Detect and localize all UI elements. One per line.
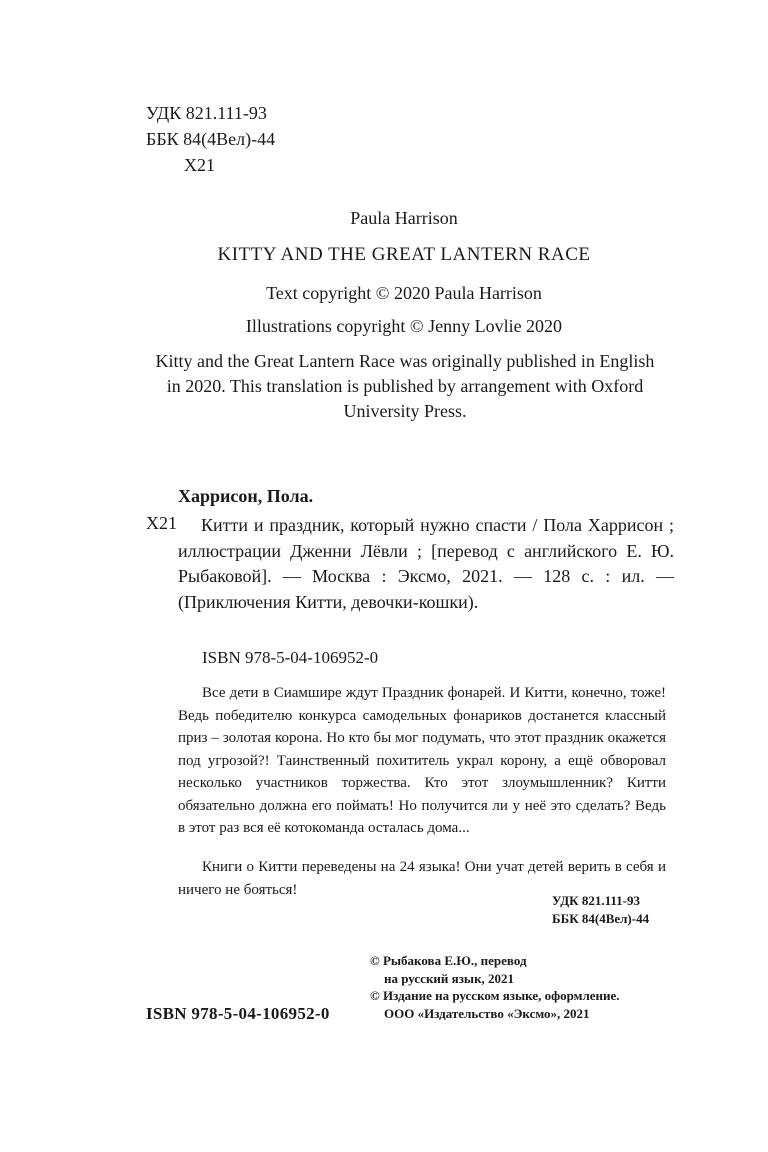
bbk-code-right: ББК 84(4Вел)-44 [552, 911, 650, 926]
translation-copyright-line2: на русский язык, 2021 [384, 970, 515, 986]
publication-note: Kitty and the Great Lantern Race was originally published in English in 2020. This translation is published by arrangement with Oxford University Press. [155, 351, 655, 421]
author-mark: Х21 [184, 155, 215, 175]
translation-copyright-line1: © Рыбакова Е.Ю., перевод [370, 953, 527, 968]
illustrations-copyright: Illustrations copyright © Jenny Lovlie 2020 [245, 316, 563, 336]
bibliography-code: Х21 [146, 513, 177, 533]
annotation-paragraph-1: Все дети в Сиамшире ждут Праздник фонарей. И Китти, конечно, тоже! Ведь победителю конкурса самодельных фонариков достанется классный приз – золотая корона. Но кто бы мог подумать, что этот праздник окажется под угрозой?! Таинственный похититель украл корону, а ещё обворовал несколько участников торжества. Кто этот злоумышленник? Китти обязательно должна его поймать! Но получится ли у неё это сделать? Ведь в этот раз вся её котокоманда осталась дома... [178, 685, 666, 836]
bibliography-author: Харрисон, Пола. [178, 486, 314, 506]
isbn-main: ISBN 978-5-04-106952-0 [146, 1004, 330, 1023]
bbk-code: ББК 84(4Вел)-44 [146, 129, 276, 149]
copyright-notes [370, 952, 620, 1022]
classification-block [146, 100, 275, 178]
edition-copyright-line1: © Издание на русском языке, оформление. [370, 988, 620, 1003]
udk-code: УДК 821.111-93 [146, 103, 267, 123]
original-title: KITTY AND THE GREAT LANTERN RACE [217, 244, 591, 265]
edition-copyright-line2: ООО «Издательство «Эксмо», 2021 [384, 1005, 590, 1021]
annotation-paragraph-2: Книги о Китти переведены на 24 языка! Они учат детей верить в себя и ничего не бояться! [178, 859, 666, 898]
text-copyright: Text copyright © 2020 Paula Harrison [266, 283, 542, 303]
classification-right [552, 892, 649, 928]
bibliography-isbn: ISBN 978-5-04-106952-0 [202, 648, 379, 667]
udk-code-right: УДК 821.111-93 [552, 893, 640, 908]
bibliography-entry: Китти и праздник, который нужно спасти / Пола Харрисон ; иллюстрации Дженни Лёвли ; [перевод с английского Е. Ю. Рыбаковой]. — Москва : Эксмо, 2021. — 128 с. : ил. — (Приключения Китти, девочки-кошки). [178, 515, 674, 612]
original-author: Paula Harrison [350, 208, 458, 228]
